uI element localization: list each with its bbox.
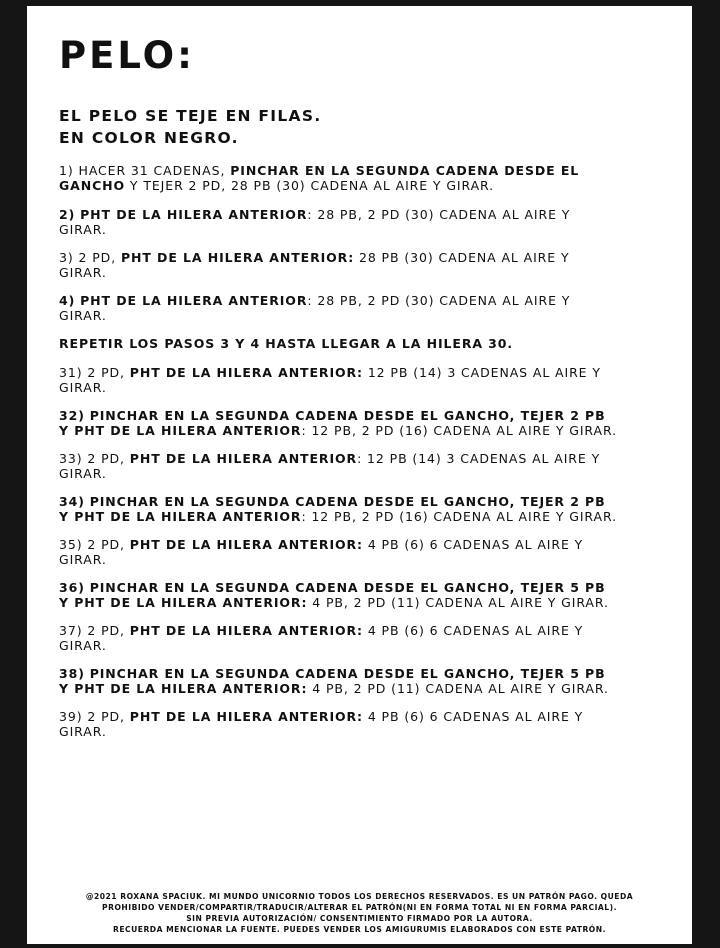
- step-text: 4 PB, 2 PD (11) CADENA AL AIRE Y GIRAR.: [307, 595, 609, 610]
- step-text: 2 PD,: [87, 365, 130, 380]
- step-text: : 28 PB, 2 PD (30) CADENA AL AIRE Y GIRAR.: [59, 293, 571, 323]
- step-34: [59, 494, 619, 524]
- step-text: 4 PB (6) 6 CADENAS AL AIRE Y GIRAR.: [59, 623, 584, 653]
- copyright-footer: [39, 891, 680, 935]
- step-text-bold: REPETIR LOS PASOS 3 Y 4 HASTA LLEGAR A LA HILERA 30.: [59, 336, 514, 351]
- step-text: 2 PD,: [87, 451, 130, 466]
- page-title: PELO:: [59, 34, 195, 77]
- step-text-bold: PHT DE LA HILERA ANTERIOR:: [129, 623, 363, 638]
- step-33: [59, 451, 619, 481]
- footer-line: SIN PREVIA AUTORIZACIÓN/ CONSENTIMIENTO FIRMADO POR LA AUTORA.: [186, 914, 533, 923]
- intro-line: EL PELO SE TEJE EN FILAS.: [59, 107, 322, 125]
- step-number: 3): [59, 250, 74, 265]
- step-number: 33): [59, 451, 83, 466]
- step-text-bold: PINCHAR EN LA SEGUNDA CADENA DESDE EL GANCHO, TEJER 2 PB Y PHT DE LA HILERA ANTERIOR: [59, 408, 606, 438]
- step-text: 4 PB (6) 6 CADENAS AL AIRE Y GIRAR.: [59, 709, 584, 739]
- step-number: 36): [59, 580, 85, 595]
- step-number: 1): [59, 163, 74, 178]
- step-number: 37): [59, 623, 83, 638]
- step-number: 4): [59, 293, 76, 308]
- step-text-bold: PINCHAR EN LA SEGUNDA CADENA DESDE EL GANCHO, TEJER 2 PB Y PHT DE LA HILERA ANTERIOR: [59, 494, 606, 524]
- step-text: 2 PD,: [87, 623, 130, 638]
- step-text-bold: PHT DE LA HILERA ANTERIOR:: [129, 709, 363, 724]
- repeat-instruction: [59, 336, 619, 351]
- step-text-bold: PHT DE LA HILERA ANTERIOR: [80, 293, 308, 308]
- step-text: : 12 PB (14) 3 CADENAS AL AIRE Y GIRAR.: [59, 451, 601, 481]
- step-text: 2 PD,: [87, 709, 130, 724]
- step-text: 2 PD,: [87, 537, 130, 552]
- step-text: 2 PD,: [78, 250, 121, 265]
- step-37: [59, 623, 619, 653]
- step-text: 4 PB (6) 6 CADENAS AL AIRE Y GIRAR.: [59, 537, 584, 567]
- step-text-bold: PINCHAR EN LA SEGUNDA CADENA DESDE EL GANCHO, TEJER 5 PB Y PHT DE LA HILERA ANTERIOR:: [59, 666, 606, 696]
- step-number: 31): [59, 365, 83, 380]
- step-text-bold: PHT DE LA HILERA ANTERIOR: [129, 451, 358, 466]
- step-35: [59, 537, 619, 567]
- document-page: [27, 6, 692, 944]
- step-36: [59, 580, 619, 610]
- intro-block: [59, 105, 322, 149]
- step-31: [59, 365, 619, 395]
- step-32: [59, 408, 619, 438]
- step-text: 12 PB (14) 3 CADENAS AL AIRE Y GIRAR.: [59, 365, 601, 395]
- intro-line: EN COLOR NEGRO.: [59, 129, 239, 147]
- step-text: : 12 PB, 2 PD (16) CADENA AL AIRE Y GIRAR.: [301, 423, 617, 438]
- step-number: 38): [59, 666, 85, 681]
- step-text: HACER 31 CADENAS,: [78, 163, 231, 178]
- step-text-bold: PHT DE LA HILERA ANTERIOR:: [129, 365, 363, 380]
- step-text: : 12 PB, 2 PD (16) CADENA AL AIRE Y GIRAR.: [301, 509, 617, 524]
- step-3: [59, 250, 619, 280]
- footer-line: PROHIBIDO VENDER/COMPARTIR/TRADUCIR/ALTERAR EL PATRÓN(NI EN FORMA TOTAL NI EN FORMA PARCIAL).: [102, 903, 617, 912]
- step-text: : 28 PB, 2 PD (30) CADENA AL AIRE Y GIRAR.: [59, 207, 571, 237]
- step-number: 35): [59, 537, 83, 552]
- footer-line: RECUERDA MENCIONAR LA FUENTE. PUEDES VENDER LOS AMIGURUMIS ELABORADOS CON ESTE PATRÓN.: [112, 925, 606, 934]
- step-text-bold: PHT DE LA HILERA ANTERIOR: [80, 207, 308, 222]
- step-text: 4 PB, 2 PD (11) CADENA AL AIRE Y GIRAR.: [307, 681, 609, 696]
- step-text: Y TEJER 2 PD, 28 PB (30) CADENA AL AIRE Y GIRAR.: [125, 178, 495, 193]
- step-2: [59, 207, 619, 237]
- step-1: [59, 163, 619, 193]
- step-38: [59, 666, 619, 696]
- step-39: [59, 709, 619, 739]
- step-text-bold: PINCHAR EN LA SEGUNDA CADENA DESDE EL GANCHO: [59, 163, 580, 193]
- step-text-bold: PHT DE LA HILERA ANTERIOR:: [129, 537, 363, 552]
- step-text: 28 PB (30) CADENA AL AIRE Y GIRAR.: [59, 250, 570, 280]
- step-number: 39): [59, 709, 83, 724]
- step-number: 2): [59, 207, 76, 222]
- step-4: [59, 293, 619, 323]
- step-number: 34): [59, 494, 85, 509]
- steps-list: [59, 163, 619, 739]
- step-text-bold: PINCHAR EN LA SEGUNDA CADENA DESDE EL GANCHO, TEJER 5 PB Y PHT DE LA HILERA ANTERIOR:: [59, 580, 606, 610]
- footer-line: @2021 ROXANA SPACIUK. MI MUNDO UNICORNIO TODOS LOS DERECHOS RESERVADOS. ES UN PATRÓN PAGO. QUEDA: [85, 892, 634, 901]
- step-text-bold: PHT DE LA HILERA ANTERIOR:: [120, 250, 355, 265]
- step-number: 32): [59, 408, 85, 423]
